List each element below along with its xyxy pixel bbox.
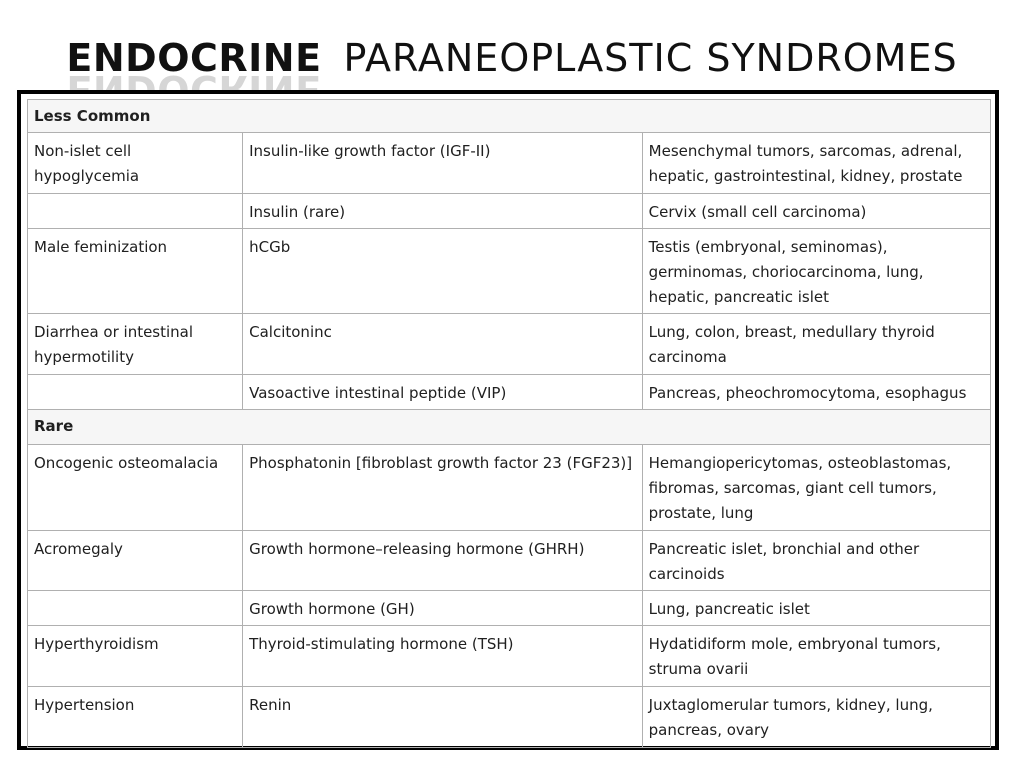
title-rest: PARANEOPLASTIC SYNDROMES [343,36,958,80]
tumor-cell: Hemangiopericytomas, osteoblastomas, fibromas, sarcomas, giant cell tumors, prostate, lung [642,445,990,531]
tumor-cell: Testis (embryonal, seminomas), germinomas, choriocarcinoma, lung, hepatic, pancreatic islet [642,229,990,314]
syndrome-cell: Non-islet cell hypoglycemia [28,133,243,194]
title-keyword: ENDOCRINE ENDOCRINE [66,34,321,82]
table-row [28,133,991,194]
table-row [28,375,991,410]
agent-cell: Growth hormone (GH) [243,591,643,626]
agent-cell: Thyroid-stimulating hormone (TSH) [243,626,643,687]
syndrome-cell: Diarrhea or intestinal hypermotility [28,314,243,375]
syndrome-cell: Hyperthyroidism [28,626,243,687]
section-label: Rare [28,410,991,445]
syndrome-table [27,99,991,748]
tumor-cell: Juxtaglomerular tumors, kidney, lung, pancreas, ovary [642,687,990,748]
syndrome-cell [28,375,243,410]
table-row [28,591,991,626]
table-row [28,687,991,748]
table-row [28,314,991,375]
tumor-cell: Pancreatic islet, bronchial and other carcinoids [642,531,990,591]
syndrome-cell: Oncogenic osteomalacia [28,445,243,531]
tumor-cell: Lung, colon, breast, medullary thyroid carcinoma [642,314,990,375]
table-row [28,626,991,687]
slide-title [0,34,1024,82]
syndrome-cell: Hypertension [28,687,243,748]
tumor-cell: Mesenchymal tumors, sarcomas, adrenal, hepatic, gastrointestinal, kidney, prostate [642,133,990,194]
table-row [28,531,991,591]
table-row [28,229,991,314]
section-header-row [28,100,991,133]
tumor-cell: Pancreas, pheochromocytoma, esophagus [642,375,990,410]
table-row [28,445,991,531]
agent-cell: Vasoactive intestinal peptide (VIP) [243,375,643,410]
agent-cell: Renin [243,687,643,748]
section-header-row [28,410,991,445]
syndrome-cell [28,194,243,229]
agent-cell: Growth hormone–releasing hormone (GHRH) [243,531,643,591]
tumor-cell: Hydatidiform mole, embryonal tumors, struma ovarii [642,626,990,687]
agent-cell: hCGb [243,229,643,314]
agent-cell: Insulin-like growth factor (IGF-II) [243,133,643,194]
agent-cell: Phosphatonin [fibroblast growth factor 23 (FGF23)] [243,445,643,531]
agent-cell: Insulin (rare) [243,194,643,229]
syndrome-cell: Male feminization [28,229,243,314]
tumor-cell: Lung, pancreatic islet [642,591,990,626]
section-label: Less Common [28,100,991,133]
table-frame [17,90,999,750]
tumor-cell: Cervix (small cell carcinoma) [642,194,990,229]
syndrome-cell: Acromegaly [28,531,243,591]
agent-cell: Calcitoninc [243,314,643,375]
syndrome-cell [28,591,243,626]
table-row [28,194,991,229]
